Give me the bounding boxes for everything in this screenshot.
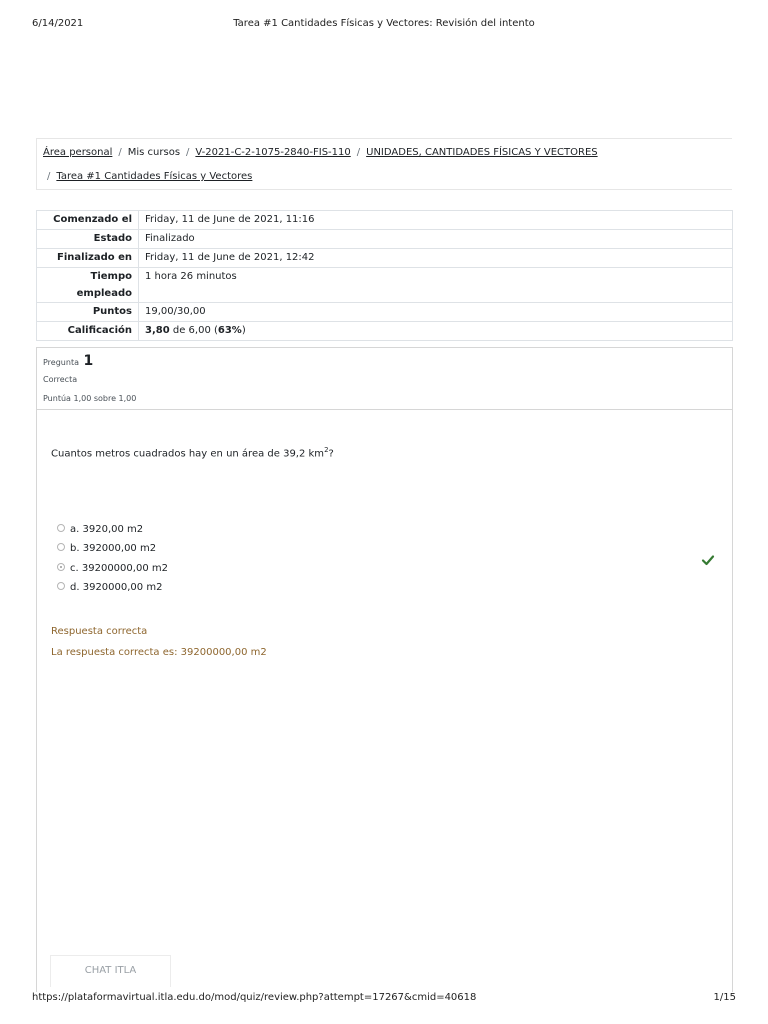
summary-grade-value <box>139 322 733 341</box>
question-text-superscript: 2 <box>324 446 329 454</box>
print-page-number: 1/15 <box>713 992 736 1003</box>
summary-row-points <box>37 303 733 322</box>
radio-button[interactable] <box>57 582 65 590</box>
summary-row-grade <box>37 322 733 341</box>
summary-value: Finalizado <box>139 230 733 249</box>
breadcrumb <box>36 138 732 190</box>
summary-row-finished <box>37 249 733 268</box>
grade-score: 3,80 <box>145 325 170 336</box>
question-label: Pregunta <box>43 358 79 367</box>
breadcrumb-mis-cursos: Mis cursos <box>127 147 181 158</box>
question-grade: Puntúa 1,00 sobre 1,00 <box>43 394 137 403</box>
answer-letter: a. <box>70 524 80 535</box>
answer-text: 3920000,00 m2 <box>82 581 163 593</box>
question-number-line <box>43 353 93 369</box>
breadcrumb-section[interactable]: UNIDADES, CANTIDADES FÍSICAS Y VECTORES <box>366 147 598 158</box>
breadcrumb-area-personal[interactable]: Área personal <box>43 147 113 158</box>
question-text-main: Cuantos metros cuadrados hay en un área de 39,2 km <box>51 448 325 460</box>
question-content <box>36 410 733 992</box>
breadcrumb-quiz[interactable]: Tarea #1 Cantidades Físicas y Vectores <box>56 171 253 182</box>
radio-button[interactable] <box>57 543 65 551</box>
summary-label: Estado <box>37 230 139 249</box>
answer-text: 392000,00 m2 <box>82 543 157 555</box>
breadcrumb-line-2 <box>47 171 252 182</box>
radio-button-selected[interactable] <box>57 563 65 571</box>
answer-option-d[interactable] <box>57 578 168 597</box>
question-text <box>51 446 334 459</box>
question-state: Correcta <box>43 375 78 384</box>
breadcrumb-separator: / <box>118 147 122 158</box>
answer-option-b[interactable] <box>57 539 168 558</box>
print-url: https://plataformavirtual.itla.edu.do/mod/quiz/review.php?attempt=17267&cmid=40618 <box>32 992 477 1003</box>
chat-button[interactable]: CHAT ITLA <box>50 955 171 987</box>
breadcrumb-separator: / <box>356 147 361 158</box>
summary-label: Tiempo empleado <box>37 268 139 303</box>
answer-option-a[interactable] <box>57 520 168 539</box>
summary-label: Finalizado en <box>37 249 139 268</box>
radio-button[interactable] <box>57 524 65 532</box>
breadcrumb-course[interactable]: V-2021-C-2-1075-2840-FIS-110 <box>195 147 351 158</box>
attempt-summary-table <box>36 210 733 341</box>
summary-value: 1 hora 26 minutos <box>139 268 733 303</box>
summary-value: Friday, 11 de June de 2021, 12:42 <box>139 249 733 268</box>
answer-letter: d. <box>70 581 80 593</box>
question-number: 1 <box>83 353 94 369</box>
summary-row-state <box>37 230 733 249</box>
summary-value: 19,00/30,00 <box>139 303 733 322</box>
answer-text: 39200000,00 m2 <box>81 562 168 574</box>
grade-end: ) <box>241 325 246 336</box>
print-header <box>32 18 736 32</box>
summary-row-started <box>37 211 733 230</box>
summary-label: Calificación <box>37 322 139 341</box>
print-title: Tarea #1 Cantidades Físicas y Vectores: Revisión del intento <box>233 18 535 29</box>
answer-text: 3920,00 m2 <box>82 524 144 535</box>
check-icon <box>701 553 715 567</box>
grade-middle: de 6,00 ( <box>169 325 218 336</box>
question-info <box>36 347 733 410</box>
answer-letter: b. <box>70 543 80 555</box>
answer-letter: c. <box>70 562 79 574</box>
breadcrumb-separator: / <box>47 171 51 182</box>
summary-label: Comenzado el <box>37 211 139 230</box>
answer-option-c[interactable] <box>57 559 168 578</box>
print-date: 6/14/2021 <box>32 18 84 29</box>
summary-label: Puntos <box>37 303 139 322</box>
feedback-status: Respuesta correcta <box>51 626 148 637</box>
grade-percent: 63% <box>217 325 242 336</box>
question-text-end: ? <box>328 448 334 460</box>
summary-row-time-taken <box>37 268 733 303</box>
summary-value: Friday, 11 de June de 2021, 11:16 <box>139 211 733 230</box>
answer-list <box>57 520 168 597</box>
print-footer <box>32 992 736 1006</box>
breadcrumb-separator: / <box>186 147 190 158</box>
right-answer: La respuesta correcta es: 39200000,00 m2 <box>51 647 267 658</box>
breadcrumb-line-1 <box>43 147 598 158</box>
